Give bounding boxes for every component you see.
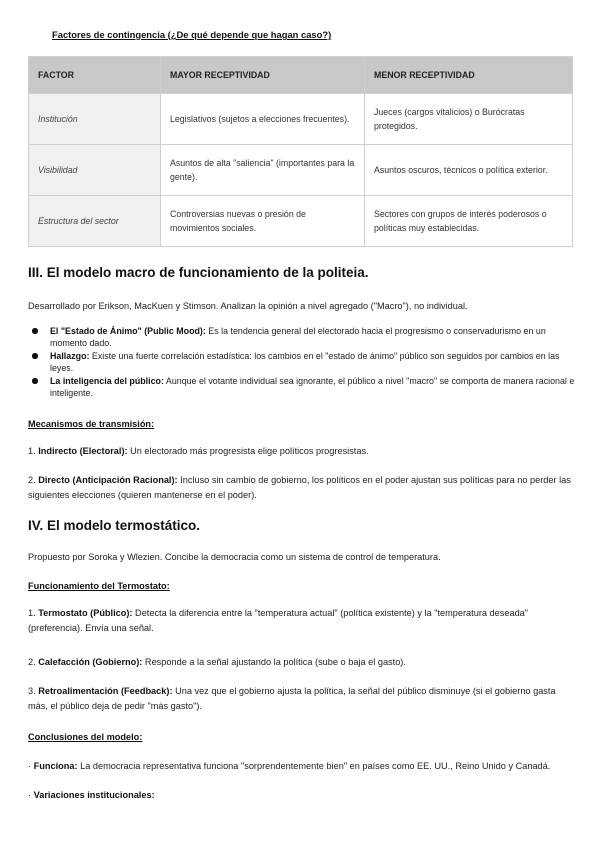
bullet-text: Aunque el votante individual sea ignorante, el público a nivel "macro" se comporta de manera racional e inteligente. xyxy=(50,376,575,398)
contingency-factors-table xyxy=(28,56,573,247)
mayor-cell: Asuntos de alta "saliencia" (importantes para la gente). xyxy=(161,145,365,196)
menor-cell: Asuntos oscuros, técnicos o política exterior. xyxy=(365,145,573,196)
section3-item-1 xyxy=(28,444,576,459)
item-term: Indirecto (Electoral): xyxy=(38,446,128,456)
header-mayor-receptividad: MAYOR RECEPTIVIDAD xyxy=(161,57,365,94)
item-number: 1. xyxy=(28,446,36,456)
section4-item-1 xyxy=(28,606,576,635)
section3-intro: Desarrollado por Erikson, MacKuen y Stimson. Analizan la opinión a nivel agregado ("Macro"), no individual. xyxy=(28,301,468,311)
item-text: Responde a la señal ajustando la política (sube o baja el gasto). xyxy=(142,657,406,667)
section4-heading: IV. El modelo termostático. xyxy=(28,518,201,533)
conclusion-item-1 xyxy=(28,759,576,774)
table-row xyxy=(29,145,573,196)
list-item xyxy=(28,325,576,349)
item-text: Un electorado más progresista elige políticos progresistas. xyxy=(127,446,369,456)
section3-heading: III. El modelo macro de funcionamiento de la politeia. xyxy=(28,265,369,280)
section4-item-3 xyxy=(28,684,576,713)
section3-bullet-list xyxy=(28,325,576,400)
bullet-text: Es la tendencia general del electorado hacia el progresismo o conservadurismo en un momento dado. xyxy=(50,326,546,348)
conclusion-term: Variaciones institucionales: xyxy=(33,790,155,800)
table-row xyxy=(29,94,573,145)
conclusions-heading: Conclusiones del modelo: xyxy=(28,732,143,742)
header-factor: FACTOR xyxy=(29,57,161,94)
conclusion-term: Funciona: xyxy=(33,761,78,771)
bullet-term: Hallazgo: xyxy=(50,351,90,361)
item-number: 1. xyxy=(28,608,36,618)
section4-item-2 xyxy=(28,655,576,670)
factor-cell: Estructura del sector xyxy=(29,196,161,247)
item-text: Incluso sin cambio de gobierno, los políticos en el poder ajustan sus políticas para no perder las siguientes elecciones (quieren mantenerse en el poder). xyxy=(28,475,571,500)
section4-subheading: Funcionamiento del Termostato: xyxy=(28,581,170,591)
item-number: 3. xyxy=(28,686,36,696)
bullet-icon xyxy=(32,378,38,384)
bullet-icon xyxy=(32,328,38,334)
bullet-icon xyxy=(32,353,38,359)
header-menor-receptividad: MENOR RECEPTIVIDAD xyxy=(365,57,573,94)
item-term: Termostato (Público): xyxy=(38,608,133,618)
table-caption: Factores de contingencia (¿De qué depende que hagan caso?) xyxy=(52,29,332,40)
item-text: Detecta la diferencia entre la "temperatura actual" (política existente) y la "temperatura deseada" (preferencia). Envía una señal. xyxy=(28,608,529,633)
factor-cell: Institución xyxy=(29,94,161,145)
table-header-row xyxy=(29,57,573,94)
bullet-term: La inteligencia del público: xyxy=(50,376,164,386)
item-term: Directo (Anticipación Racional): xyxy=(38,475,178,485)
item-term: Calefacción (Gobierno): xyxy=(38,657,143,667)
list-item xyxy=(28,375,576,399)
table-row xyxy=(29,196,573,247)
menor-cell: Jueces (cargos vitalicios) o Burócratas protegidos. xyxy=(365,94,573,145)
item-number: 2. xyxy=(28,475,36,485)
section4-intro: Propuesto por Soroka y Wlezien. Concibe la democracia como un sistema de control de temperatura. xyxy=(28,552,441,562)
item-number: 2. xyxy=(28,657,36,667)
item-text: Una vez que el gobierno ajusta la política, la señal del público disminuye (si el gobierno gasta más, el público deja de pedir "más gasto"). xyxy=(28,686,556,711)
item-term: Retroalimentación (Feedback): xyxy=(38,686,173,696)
section3-subheading: Mecanismos de transmisión: xyxy=(28,419,155,429)
mayor-cell: Legislativos (sujetos a elecciones frecuentes). xyxy=(161,94,365,145)
conclusion-item-2 xyxy=(28,788,576,803)
conclusion-marker: · xyxy=(28,761,32,771)
mayor-cell: Controversias nuevas o presión de movimientos sociales. xyxy=(161,196,365,247)
factor-cell: Visibilidad xyxy=(29,145,161,196)
conclusion-text: La democracia representativa funciona "sorprendentemente bien" en países como EE. UU., Reino Unido y Canadá. xyxy=(77,761,551,771)
section3-item-2 xyxy=(28,473,576,502)
conclusion-marker: · xyxy=(28,790,32,800)
menor-cell: Sectores con grupos de interés poderosos o políticas muy establecidas. xyxy=(365,196,573,247)
bullet-term: El "Estado de Ánimo" (Public Mood): xyxy=(50,326,206,336)
list-item xyxy=(28,350,576,374)
bullet-text: Existe una fuerte correlación estadística: los cambios en el "estado de ánimo" público son seguidos por cambios en las leyes. xyxy=(50,351,560,373)
